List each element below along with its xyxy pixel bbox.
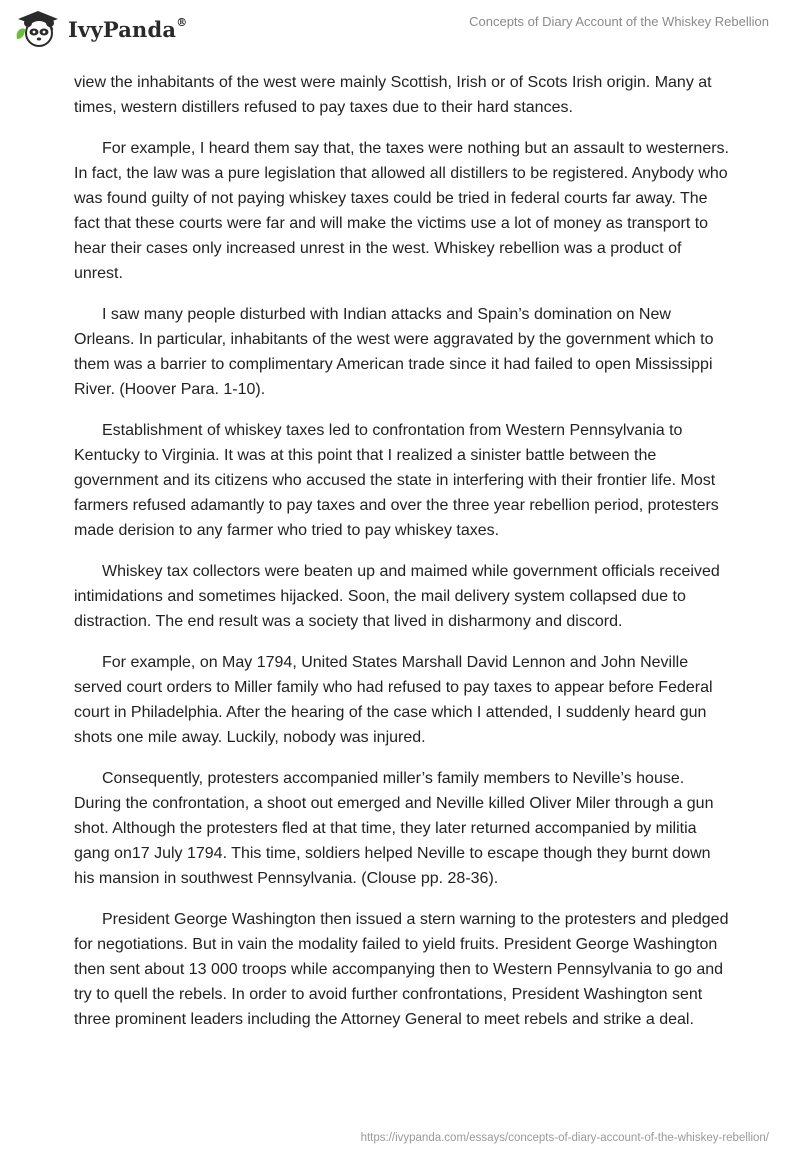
logo-text: IvyPanda®: [68, 15, 188, 42]
paragraph: view the inhabitants of the west were mainly Scottish, Irish or of Scots Irish origin. Many at times, western distillers refused to pay taxes due to their hard stances.: [74, 74, 712, 116]
paragraph: For example, I heard them say that, the taxes were nothing but an assault to westerners. In fact, the law was a pure legislation that allowed all distillers to be registered. Anybody who was found guilty of not paying whiskey taxes could be tried in federal courts far away. The fact that these courts were far and will make the victims use a lot of money as transport to hear their cases only increased unrest in the west. Whiskey rebellion was a product of unrest.: [74, 140, 729, 282]
paragraph: I saw many people disturbed with Indian attacks and Spain’s domination on New Orleans. In particular, inhabitants of the west were aggravated by the government which to them was a barrier to complimentary American trade since it had failed to open Mississippi River. (Hoover Para. 1-10).: [74, 306, 714, 398]
paragraph: For example, on May 1794, United States Marshall David Lennon and John Neville served court orders to Miller family who had refused to pay taxes to appear before Federal court in Philadelphia. After the hearing of the case which I attended, I suddenly heard gun shots one mile away. Luckily, nobody was injured.: [74, 654, 713, 746]
ivypanda-logo[interactable]: [14, 9, 187, 49]
source-url-link[interactable]: https://ivypanda.com/essays/concepts-of-diary-account-of-the-whiskey-rebellion/: [360, 1132, 769, 1144]
paragraph: Establishment of whiskey taxes led to confrontation from Western Pennsylvania to Kentucky to Virginia. It was at this point that I realized a sinister battle between the government and its citizens who accused the state in interfering with their frontier life. Most farmers refused adamantly to pay taxes and over the three year rebellion period, protesters made derision to any farmer who tried to pay whiskey taxes.: [74, 422, 719, 539]
panda-graduate-icon: [14, 9, 62, 49]
page-header: [0, 0, 800, 70]
document-title: Concepts of Diary Account of the Whiskey Rebellion: [469, 14, 769, 29]
paragraph: Whiskey tax collectors were beaten up and maimed while government officials received intimidations and sometimes hijacked. Soon, the mail delivery system collapsed due to distraction. The end result was a society that lived in disharmony and discord.: [74, 563, 720, 630]
paragraph: Consequently, protesters accompanied miller’s family members to Neville’s house. During the confrontation, a shoot out emerged and Neville killed Oliver Miler through a gun shot. Although the protesters fled at that time, they later returned accompanied by militia gang on17 July 1794. This time, soldiers helped Neville to escape though they burnt down his mansion in southwest Pennsylvania. (Clouse pp. 28-36).: [74, 770, 714, 887]
essay-body: [74, 70, 734, 1048]
paragraph: President George Washington then issued a stern warning to the protesters and pledged for negotiations. But in vain the modality failed to yield fruits. President George Washington then sent about 13 000 troops while accompanying then to Western Pennsylvania to go and try to quell the rebels. In order to avoid further confrontations, President Washington sent three prominent leaders including the Attorney General to meet rebels and strike a deal.: [74, 911, 729, 1028]
